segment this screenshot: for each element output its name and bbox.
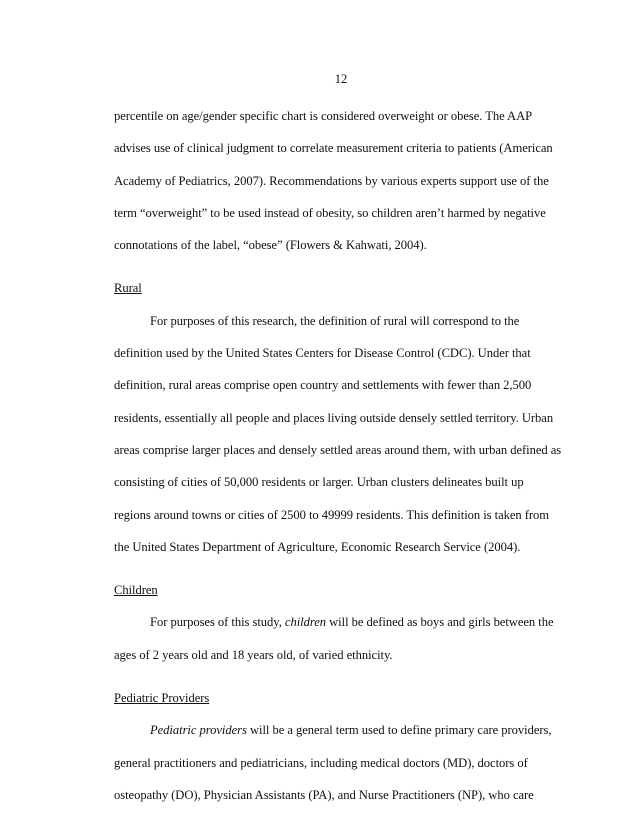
paragraph-line: advises use of clinical judgment to correlate measurement criteria to patients (American [114, 141, 553, 156]
section-gap [114, 671, 554, 682]
paragraph-line: Academy of Pediatrics, 2007). Recommendations by various experts support use of the [114, 173, 549, 188]
line-text: For purposes of this study, [150, 615, 285, 630]
section-gap [114, 563, 554, 574]
italic-term: Pediatric providers [150, 723, 247, 738]
paragraph-line: definition, rural areas comprise open country and settlements with fewer than 2,500 [114, 378, 532, 393]
paragraph-line: connotations of the label, “obese” (Flowers & Kahwati, 2004). [114, 238, 427, 253]
pediatric-providers-section [114, 682, 554, 811]
section-heading-children: Children [114, 583, 158, 598]
paragraph-line: osteopathy (DO), Physician Assistants (PA), and Nurse Practitioners (NP), who care [114, 787, 534, 802]
paragraph-line [114, 714, 554, 746]
paragraph-line: term “overweight” to be used instead of obesity, so children aren’t harmed by negative [114, 205, 546, 220]
paragraph-line: general practitioners and pediatricians, including medical doctors (MD), doctors of [114, 755, 528, 770]
paragraph-line: regions around towns or cities of 2500 to 49999 residents. This definition is taken from [114, 507, 550, 522]
children-section [114, 574, 554, 671]
section-heading-rural: Rural [114, 281, 142, 296]
line-text: will be defined as boys and girls between the [326, 615, 554, 630]
paragraph-line: percentile on age/gender specific chart is considered overweight or obese. The AAP [114, 109, 533, 123]
section-heading-pediatric-providers: Pediatric Providers [114, 691, 210, 706]
paragraph-line: definition used by the United States Centers for Disease Control (CDC). Under that [114, 346, 531, 361]
rural-section [114, 272, 562, 563]
paragraph-line: ages of 2 years old and 18 years old, of varied ethnicity. [114, 647, 393, 662]
paragraph-line: areas comprise larger places and densely settled areas around them, with urban defined as [114, 442, 562, 457]
line-text: will be a general term used to define primary care providers, [246, 723, 552, 738]
italic-term: children [284, 615, 327, 630]
paragraph-line [114, 606, 554, 638]
paragraph-line: the United States Department of Agriculture, Economic Research Service (2004). [114, 539, 521, 554]
intro-paragraph [114, 100, 554, 261]
page-number: 12 [334, 72, 348, 86]
body-text [114, 100, 562, 811]
paragraph-line: residents, essentially all people and places living outside densely settled territory. Urban [114, 410, 554, 425]
paragraph-line: For purposes of this research, the definition of rural will correspond to the [150, 313, 520, 328]
section-gap [114, 261, 554, 272]
paragraph-line: consisting of cities of 50,000 residents or larger. Urban clusters delineates built up [114, 475, 524, 490]
